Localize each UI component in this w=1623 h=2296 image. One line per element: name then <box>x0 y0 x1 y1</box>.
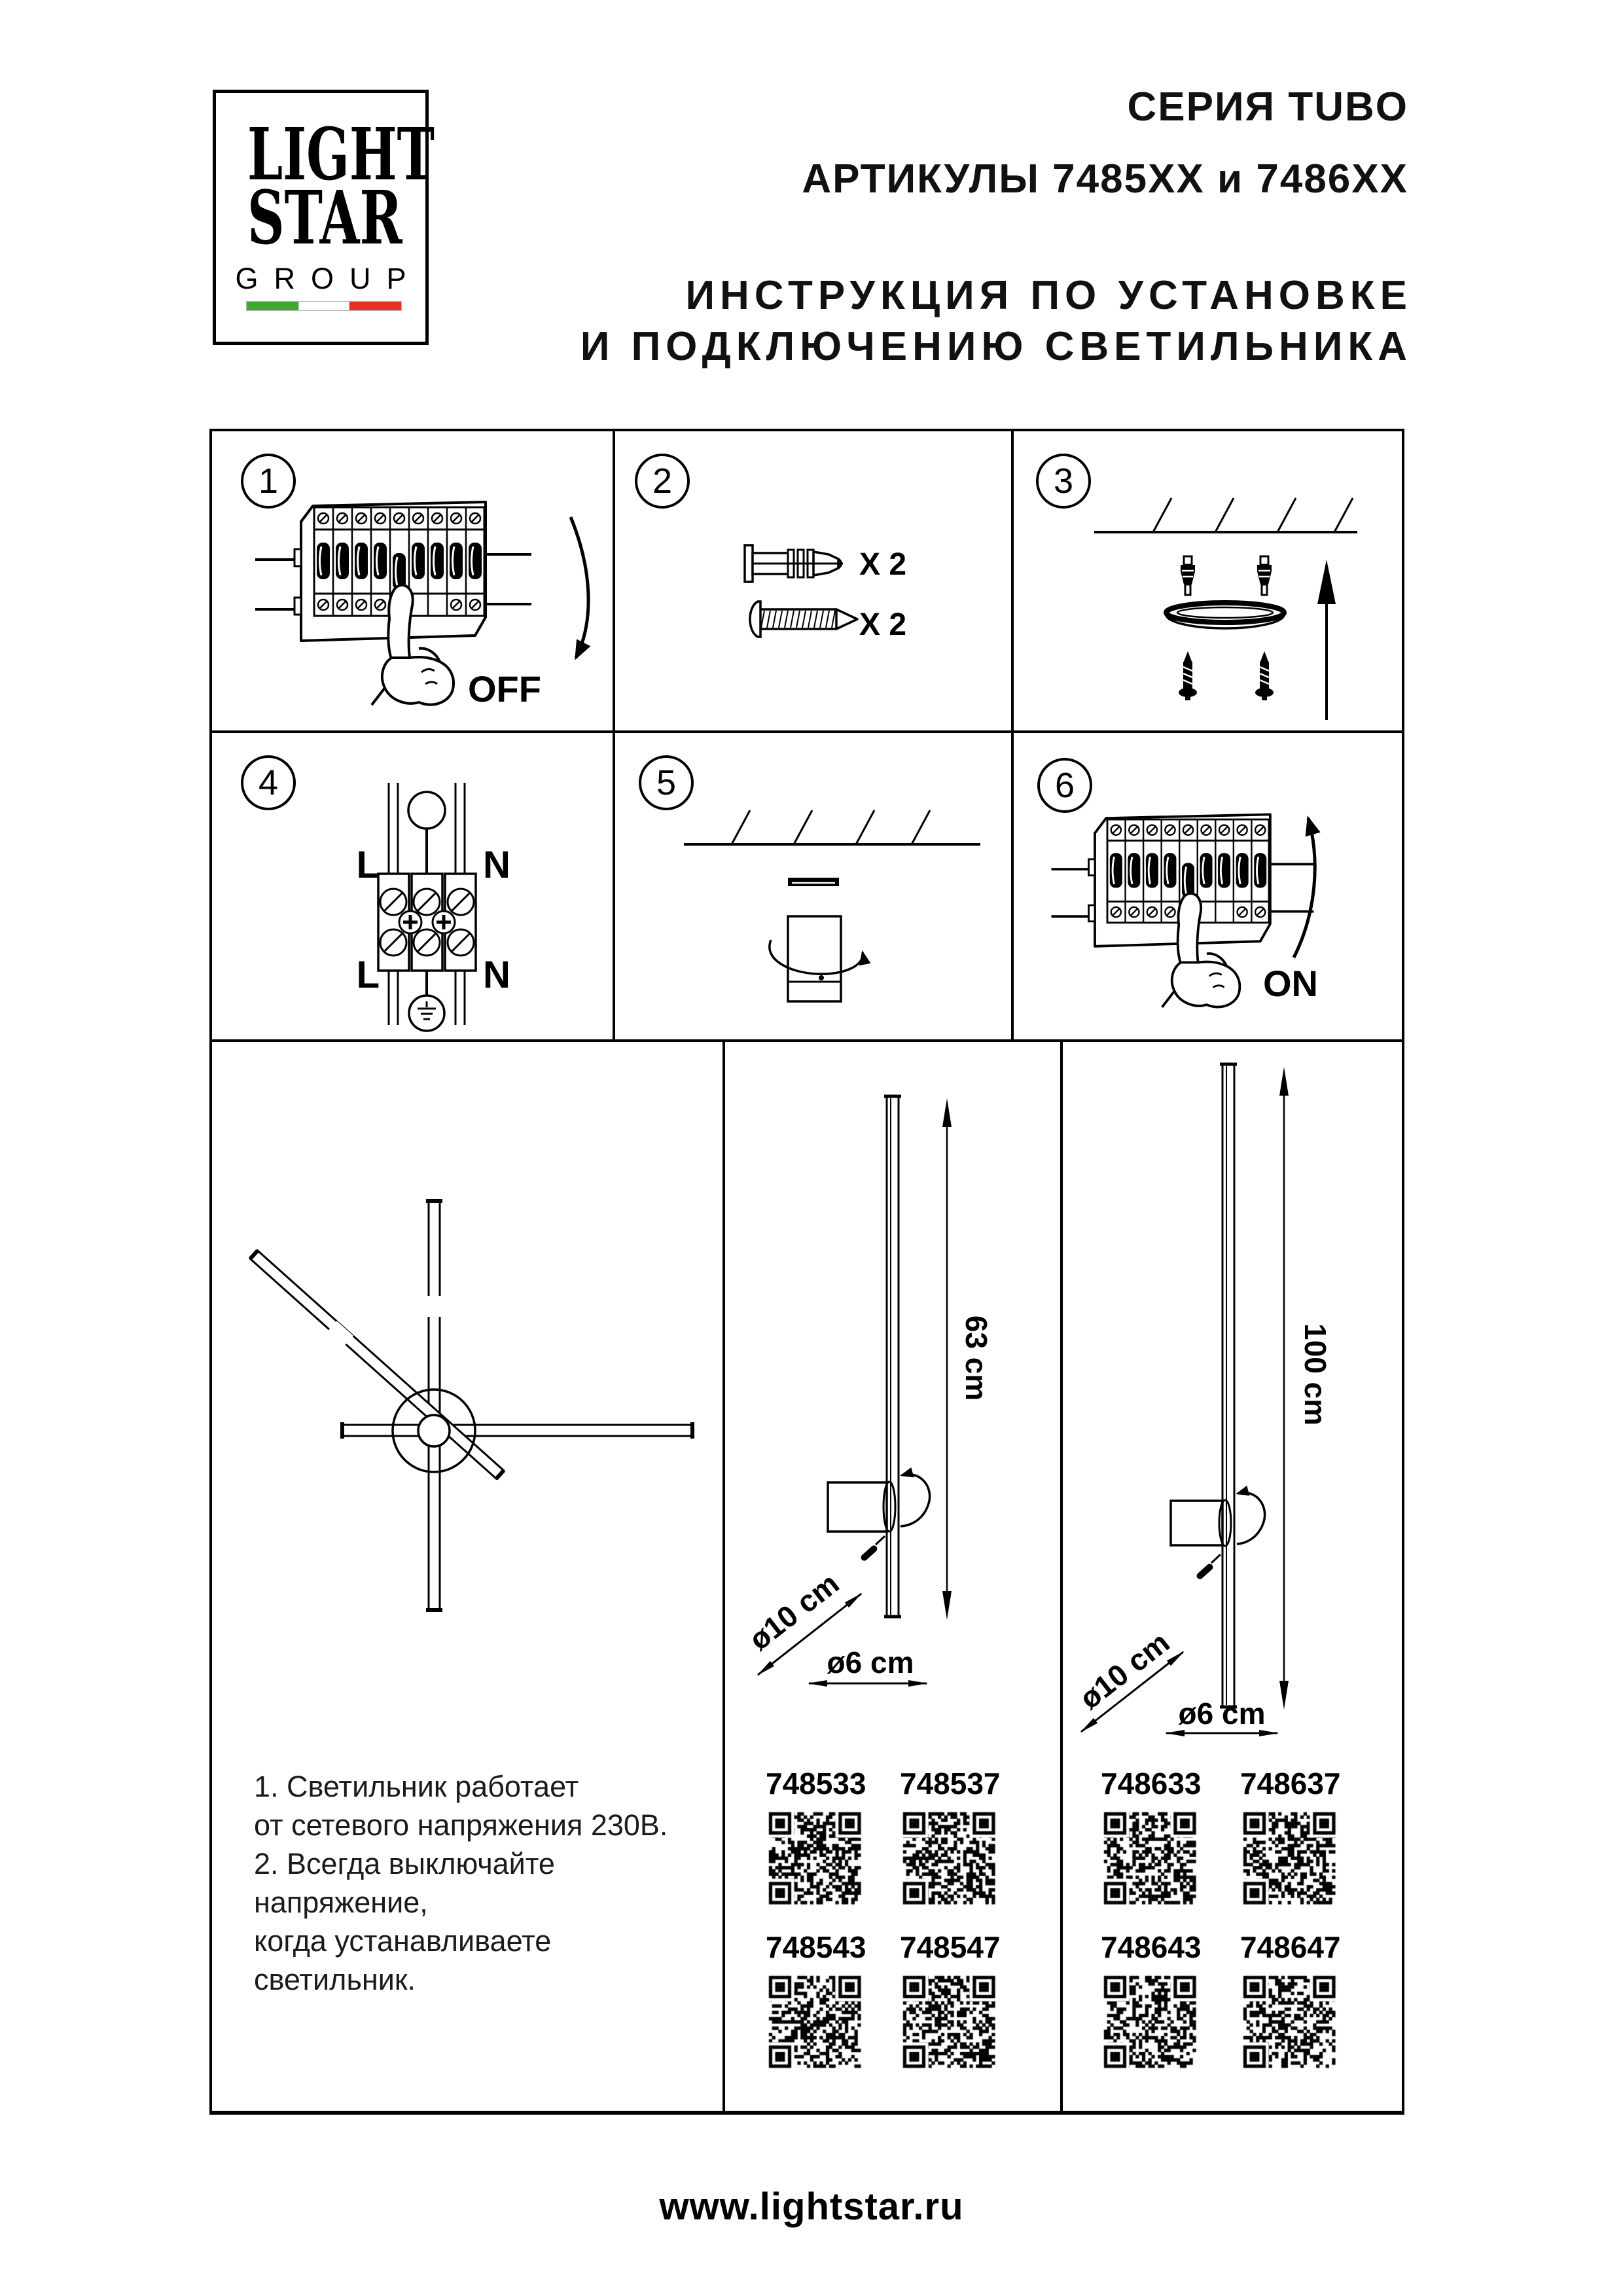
on-label: ON <box>1263 963 1318 1004</box>
arrow-up-icon <box>1317 560 1336 720</box>
step-2-number: 2 <box>652 461 673 501</box>
instruction-title-line1: ИНСТРУКЦИЯ ПО УСТАНОВКЕ <box>685 273 1412 318</box>
articles-title: АРТИКУЛЫ 7485ХХ и 7486ХХ <box>802 156 1408 202</box>
article-item <box>900 1766 1001 1907</box>
height-dimension <box>1279 1067 1289 1710</box>
article-code: 748533 <box>766 1767 866 1801</box>
mounting-plate-icon <box>788 878 839 886</box>
ground-symbol-icon <box>409 996 444 1031</box>
tube-body <box>1222 1064 1234 1707</box>
wall-mount <box>828 1482 887 1532</box>
arrow-down-icon <box>571 517 588 658</box>
neutral-label-bottom: N <box>483 954 510 996</box>
website-url: www.lightstar.ru <box>659 2185 964 2228</box>
rotate-arrow-icon <box>1237 1493 1265 1544</box>
article-code: 748643 <box>1101 1930 1202 1964</box>
note-line: 1. Светильник работает <box>254 1770 579 1803</box>
switch-toggle-icon <box>1196 1562 1215 1581</box>
line-label-bottom: L <box>356 954 380 996</box>
qr-code <box>766 1973 864 2071</box>
article-code: 748633 <box>1101 1767 1202 1801</box>
off-label: OFF <box>468 668 541 709</box>
step-1-number: 1 <box>258 461 279 501</box>
qr-code <box>1240 1809 1338 1907</box>
note-line: 2. Всегда выключайте напряжение, <box>254 1847 555 1919</box>
step4-wiring-diagram <box>209 732 614 1039</box>
logo-word-group: GROUP <box>235 262 422 295</box>
lamp-wire-icon <box>408 792 445 829</box>
flag-white-segment <box>298 302 350 310</box>
mounting-plate-icon <box>1166 603 1284 628</box>
qr-code <box>900 1809 998 1907</box>
wall-anchor-icon <box>745 545 843 582</box>
step3-mounting-illustration <box>1012 429 1404 730</box>
width-label-63: ø6 cm <box>827 1645 914 1679</box>
anchor-quantity: X 2 <box>859 547 907 582</box>
step1-breaker-off-illustration <box>209 429 614 730</box>
note-line: от сетевого напряжения 230В. <box>254 1808 668 1842</box>
step6-breaker-on-illustration <box>1012 732 1404 1039</box>
switch-toggle-icon <box>860 1544 879 1562</box>
fixture-100cm-drawing <box>1061 1041 1404 1754</box>
article-item <box>766 1929 864 2071</box>
hub-inner-circle <box>418 1415 450 1446</box>
step-5-number: 5 <box>656 763 677 802</box>
rotate-arrow-icon <box>901 1475 930 1526</box>
width-label-100: ø6 cm <box>1178 1696 1266 1731</box>
article-code: 748537 <box>900 1767 1001 1801</box>
arrow-up-icon <box>1294 818 1315 958</box>
qr-code <box>1240 1973 1338 2071</box>
canopy-icon <box>788 916 841 1001</box>
height-dimension <box>942 1098 952 1620</box>
italy-flag-icon <box>246 301 402 311</box>
anchor-icon <box>1181 556 1195 595</box>
logo-word-star: STAR <box>247 175 402 261</box>
diameter-label-63: ø10 cm <box>742 1566 846 1657</box>
height-label-100: 100 cm <box>1298 1323 1332 1426</box>
article-item <box>1101 1929 1202 2071</box>
rotation-positions-diagram <box>209 1041 724 1761</box>
note-line: когда устанавливаете светильник. <box>254 1924 552 1996</box>
article-item <box>1101 1766 1202 1907</box>
step5-canopy-illustration <box>614 732 1012 1039</box>
step2-hardware-illustration <box>614 429 1012 730</box>
line-label-top: L <box>356 844 380 886</box>
wall-mount <box>1171 1501 1222 1545</box>
step-3-number: 3 <box>1053 461 1074 501</box>
screw-icon <box>1255 651 1274 700</box>
diameter-label-100: ø10 cm <box>1073 1624 1176 1716</box>
article-code: 748637 <box>1240 1767 1341 1801</box>
neutral-label-top: N <box>483 844 510 886</box>
logo-word-light: LIGHT <box>247 112 435 196</box>
article-item <box>1240 1766 1341 1907</box>
anchor-icon <box>1257 556 1272 595</box>
instruction-title-line2: И ПОДКЛЮЧЕНИЮ СВЕТИЛЬНИКА <box>580 324 1412 369</box>
article-code: 748543 <box>766 1930 866 1964</box>
series-title: СЕРИЯ TUBO <box>1127 84 1408 130</box>
qr-code <box>1101 1973 1199 2071</box>
safety-notes <box>254 1767 712 1999</box>
step-6-number: 6 <box>1054 766 1075 805</box>
lightstar-logo <box>213 90 435 345</box>
qr-code <box>900 1973 998 2071</box>
screw-icon <box>1179 651 1197 700</box>
qr-code <box>766 1809 864 1907</box>
qr-code <box>1101 1809 1199 1907</box>
article-code: 748547 <box>900 1930 1001 1964</box>
step-4-number: 4 <box>258 763 279 802</box>
screw-icon <box>750 601 857 637</box>
tube-body <box>887 1096 899 1617</box>
article-item <box>766 1766 864 1907</box>
article-item <box>1240 1929 1341 2071</box>
article-item <box>900 1929 1001 2071</box>
height-label-63: 63 cm <box>959 1315 993 1401</box>
flag-green-segment <box>247 302 298 310</box>
screw-quantity: X 2 <box>859 607 907 642</box>
flag-red-segment <box>349 302 401 310</box>
article-code: 748647 <box>1240 1930 1341 1964</box>
